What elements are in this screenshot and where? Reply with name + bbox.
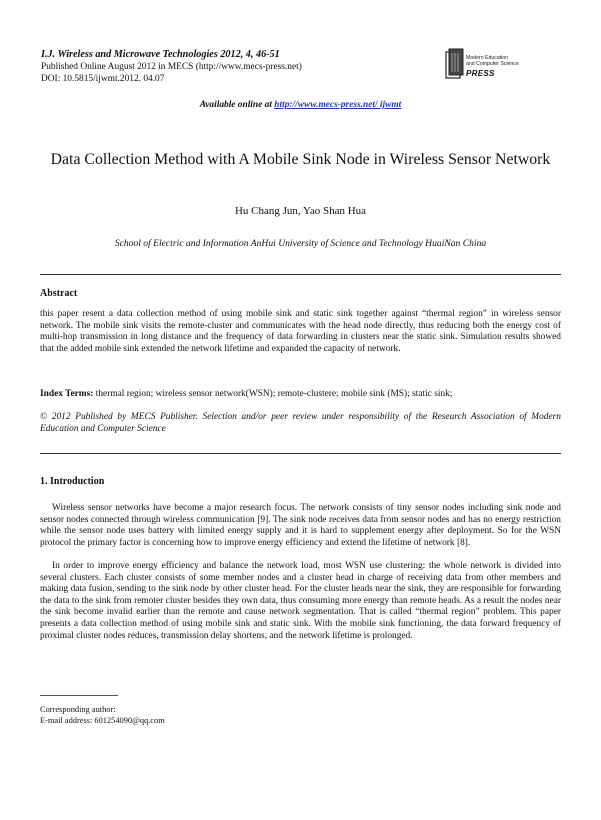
footnote-divider <box>40 695 118 696</box>
available-prefix: Available online at <box>199 100 275 110</box>
abstract-text: this paper resent a data collection method of using mobile sink and static sink together against “thermal region” in wireless sensor network. The mobile sink visits the remote-cluster and communicates with the head node directly, thus reducing both the energy cost of multi-hop transmission in long distance and the frequency of data forwarding in clusters near the static sink. Simulation results showed that the added mobile sink extended the network lifetime and expanded the capacity of network. <box>40 309 561 354</box>
authors: Hu Chang Jun, Yao Shan Hua <box>234 205 367 217</box>
logo-line-1: Modern Education <box>466 55 509 61</box>
affiliation: School of Electric and Information AnHui University of Science and Technology HuaiNan China <box>114 238 487 249</box>
index-terms <box>40 389 561 401</box>
copyright-notice: © 2012 Published by MECS Publisher. Selection and/or peer review under responsibility of the Research Association of Modern Education and Computer Science <box>40 412 561 434</box>
available-online <box>0 100 601 110</box>
bottom-divider <box>40 453 561 454</box>
logo-line-2: and Computer Science <box>466 60 519 67</box>
intro-paragraph-2: In order to improve energy efficiency and balance the network load, most WSN use clustering: the whole network is divided into several clusters. Each cluster consists of some member nodes and a cluster head in charge of receiving data from other members and making data fusion, sending to the sink node by other cluster head. For the cluster heads near the sink, they are responsible for forwarding the data to the sink from remoter cluster besides they own data, thus consuming more energy than remote heads. As a result the nodes near the sink become invalid earlier than the remote and cause network segmentation. That is called “thermal region” problem. This paper presents a data collection method of using mobile sink and static sink. With the mobile sink functioning, the data forward frequency of proximal cluster nodes reduces, transmission delay shortens, and the network lifetime is prolonged. <box>40 561 561 641</box>
book-stack-icon <box>444 48 466 82</box>
published-line: Published Online August 2012 in MECS (http://www.mecs-press.net) <box>41 62 302 72</box>
journal-header: I.J. Wireless and Microwave Technologies 2012, 4, 46-51 <box>41 49 280 60</box>
footnote-corresponding: Corresponding author: <box>40 705 116 714</box>
doi-line: DOI: 10.5815/ijwmt.2012. 04.07 <box>41 74 165 84</box>
abstract-heading: Abstract <box>40 288 78 299</box>
footnote-email: E-mail address: 601254090@qq.com <box>40 716 165 725</box>
publisher-logo <box>444 46 540 88</box>
intro-paragraph-1: Wireless sensor networks have become a major research focus. The network consists of tiny sensor nodes including sink node and sensor nodes connected through wireless communication [9]. The sink node receives data from sensor nodes and has no energy restriction while the sensor node uses battery with limited energy supply and it is hard to supplement energy after deployment. So for the WSN protocol the primary factor is concerning how to improve energy efficiency and extend the lifetime of network [8]. <box>40 503 561 548</box>
logo-press: PRESS <box>466 69 495 78</box>
paper-title: Data Collection Method with A Mobile Sink Node in Wireless Sensor Network <box>50 151 551 168</box>
top-divider <box>40 274 561 275</box>
journal-url-link[interactable]: http://www.mecs-press.net/ ijwmt <box>274 100 402 110</box>
index-terms-list: thermal region; wireless sensor network(WSN); remote-clustere; mobile sink (MS); static sink; <box>93 389 453 399</box>
introduction-heading: 1. Introduction <box>40 476 105 487</box>
index-terms-label: Index Terms: <box>40 389 94 399</box>
